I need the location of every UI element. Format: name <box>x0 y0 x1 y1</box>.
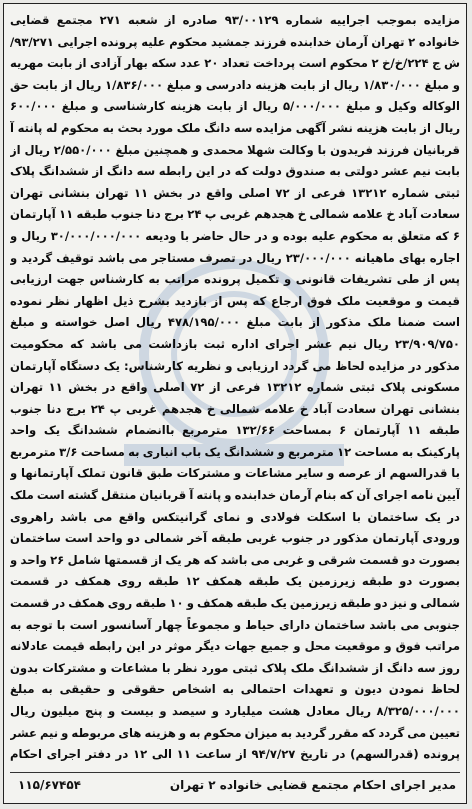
legal-notice-clipping <box>3 3 467 804</box>
notice-code: ۱۱۵/۶۷۴۵۴ <box>18 778 81 792</box>
notice-footer <box>10 772 460 797</box>
issuer-signature: مدیر اجرای احکام مجتمع قضایی خانواده ۲ تهران <box>169 778 456 792</box>
notice-body: مزایده بموجب اجراییه شماره ۹۳/۰۰۱۲۹ صادره از شعبه ۲۷۱ مجتمع قضایی خانواده ۲ تهران آرمان خدابنده فرزند جمشید محکوم علیه پرونده اجرایی ۹۳/۲۷۱/ش ج ۲۲۴/خ/خ ۲ محکوم است پرداخت تعداد ۲۰ عدد سکه بهار آزادی از بابت مهریه و مبلغ ۱/۸۳۰/۰۰۰ ریال از بابت هزینه دادرسی و مبلغ ۱/۸۳۶/۰۰۰ ریال از بابت حق الوکاله وکیل و مبلغ ۵/۰۰۰/۰۰۰ ریال از بابت هزینه کارشناسی و مبلغ ۶۰۰/۰۰۰ ریال از بابت هزینه نشر آگهی مزایده سه دانگ ملک مورد بحث به محکوم له پانته آ قربانیان فرزند فریدون با وکالت شهلا محمدی و همچنین مبلغ ۲/۵۵۰/۰۰۰ ریال از بابت نیم عشر دولتی به صندوق دولت که در این رابطه سه دانگ از ششدانگ پلاک ثبتی شماره ۱۳۲۱۲ فرعی از ۷۲ اصلی واقع در بخش ۱۱ تهران بنشانی تهران سعادت آباد خ علامه شمالی خ هجدهم غربی پ ۲۴ برج دنا جنوب طبقه ۱۱ آپارتمان ۶ که متعلق به محکوم علیه بوده و در حال حاضر با ودیعه ۳۰/۰۰۰/۰۰۰/۰۰۰ ریال و اجاره بهای ماهیانه ۲۳/۰۰۰/۰۰۰ ریال در تصرف مستاجر می باشد توقیف گردید و پس از طی تشریفات قانونی و تکمیل پرونده مراتب به کارشناس جهت ارزیابی قیمت و موقعیت ملک فوق ارجاع که پس از بازدید بشرح ذیل اظهار نظر نموده است ضمنا ملک مذکور از بابت مبلغ ۴۷۸/۱۹۵/۰۰۰ ریال اصل خواسته و مبلغ ۲۳/۹۰۹/۷۵۰ ریال نیم عشر اجرای اداره ثبت بازداشت می باشد که محکومیت مذکور در مزایده لحاظ می گردد ارزیابی و نظریه کارشناس: یک دستگاه آپارتمان مسکونی پلاک ثبتی شماره ۱۳۲۱۲ فرعی از ۷۲ اصلی واقع در بخش ۱۱ تهران بنشانی تهران سعادت آباد خ علامه شمالی خ هجدهم غربی پ ۲۴ برج دنا جنوب طبقه ۱۱ آپارتمان ۶ بمساحت ۱۳۲/۶۶ مترمربع باانضمام ششدانگ یک واحد پارکینک به مساحت ۱۲ مترمربع و ششدانگ یک باب انباری به مساحت ۳/۶ مترمربع با قدرالسهم از عرصه و سایر مشاعات و مشترکات طبق قانون تملک آپارتمانها و آیین نامه اجرای آن که بنام آرمان خدابنده و پانته آ قربانیان منتقل گشته است ملک در یک ساختمان با اسکلت فولادی و نمای گرانیتکس واقع می باشد راهروی ورودی آپارتمان مذکور در جنوب غربی طبقه آخر شمالی دو واحد است ساختمان بصورت دو قسمت شرقی و غربی می باشد که هر یک از قسمتها شامل ۲۶ واحد و بصورت دو طبقه زیرزمین یک طبقه همکف ۱۲ طبقه روی همکف در قسمت شمالی و نیز دو طبقه زیرزمین یک طبقه همکف و ۱۰ طبقه روی همکف در قسمت جنوبی می باشد ساختمان دارای حیاط و مجموعاً چهار آسانسور است با توجه به مراتب فوق و موقعیت محل و جمیع جهات دیگر موثر در این رابطه قیمت عادلانه روز سه دانگ از ششدانگ ملک پلاک ثبتی مورد نظر با مشاعات و مشترکات بدون لحاظ نمودن دیون و تعهدات احتمالی به اشخاص حقوقی و حقیقی به مبلغ ۸/۳۲۵/۰۰۰/۰۰۰ ریال معادل هشت میلیارد و سیصد و بیست و پنج میلیون ریال تعیین می گردد که مقرر گردید به میزان محکوم به و هزینه های مربوطه و نیم عشر پرونده (قدرالسهم) در تاریخ ۹۴/۷/۲۷ از ساعت ۱۱ الی ۱۲ در دفتر اجرای احکام <box>10 13 460 762</box>
